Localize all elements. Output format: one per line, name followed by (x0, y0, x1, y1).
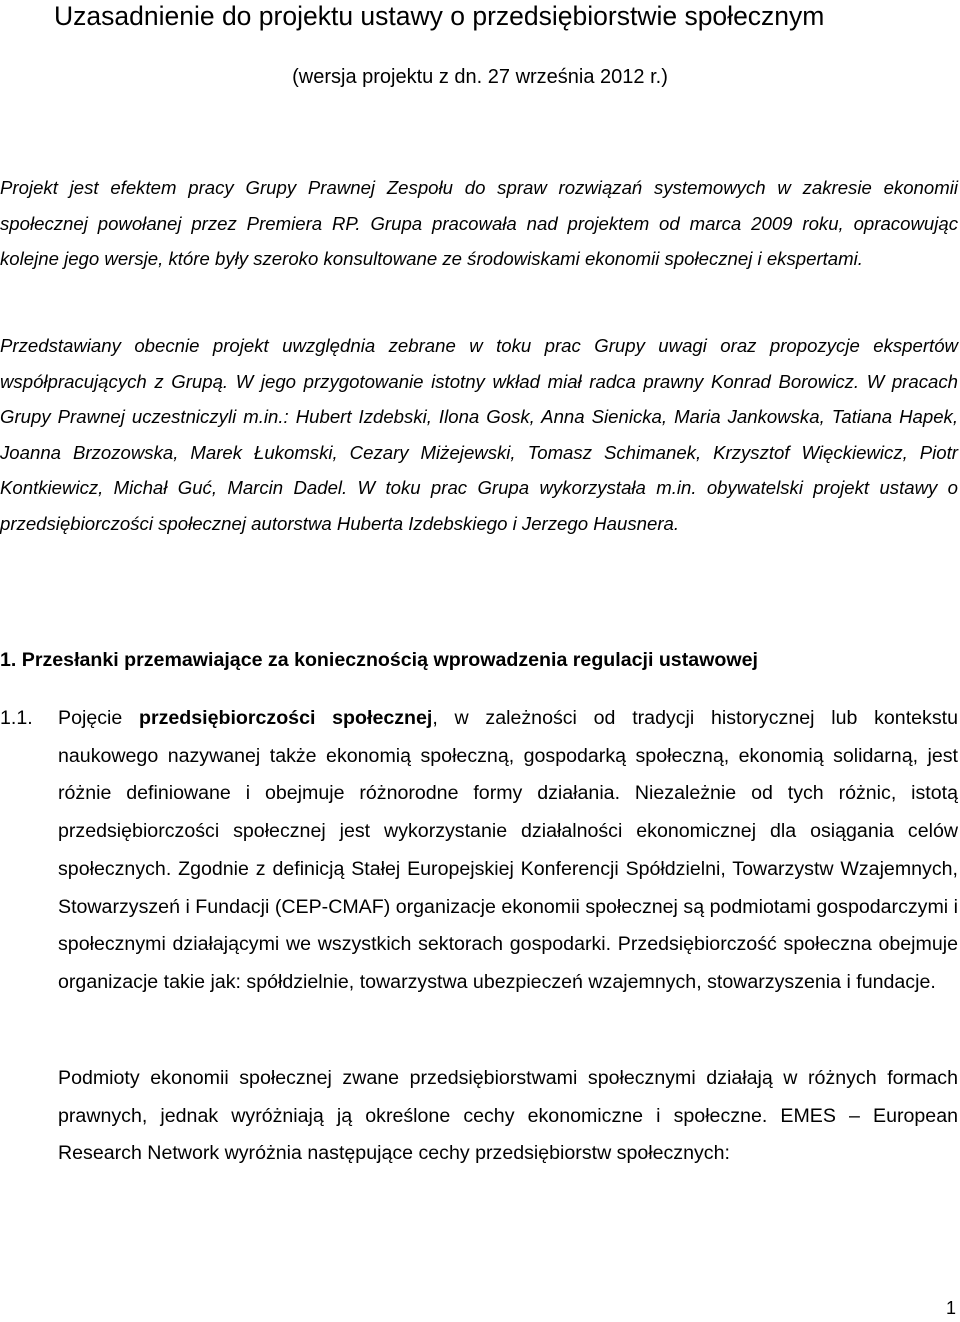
document-subtitle: (wersja projektu z dn. 27 września 2012 r.) (292, 66, 668, 88)
subsection-number: 1.1. (0, 707, 33, 729)
intro-paragraph-1: Projekt jest efektem pracy Grupy Prawnej Zespołu do spraw rozwiązań systemowych w zakresie ekonomii społecznej powołanej przez Premiera RP. Grupa pracowała nad projektem od marca 2009 roku, opracowując kolejne jego wersje, które były szeroko konsultowane ze środowiskami ekonomii społecznej i ekspertami. (0, 177, 958, 269)
intro-paragraph-2: Przedstawiany obecnie projekt uwzględnia zebrane w toku prac Grupy uwagi oraz propozycje ekspertów współpracujących z Grupą. W jego przygotowanie istotny wkład miał radca prawny Konrad Borowicz. W pracach Grupy Prawnej uczestniczyli m.in.: Hubert Izdebski, Ilona Gosk, Anna Sienicka, Maria Jankowska, Tatiana Hapek, Joanna Brzozowska, Marek Łukomski, Cezary Miżejewski, Tomasz Schimanek, Krzysztof Więckiewicz, Piotr Kontkiewicz, Michał Guć, Marcin Dadel. W toku prac Grupa wykorzystała m.in. obywatelski projekt ustawy o przedsiębiorczości społecznej autorstwa Huberta Izdebskiego i Jerzego Hausnera. (0, 335, 958, 534)
paragraph-emes: Podmioty ekonomii społecznej zwane przedsiębiorstwami społecznymi działają w różnych formach prawnych, jednak wyróżniają ją określone cechy ekonomiczne i społeczne. EMES – European Research Network wyróżnia następujące cechy przedsiębiorstw społecznych: (58, 1067, 958, 1165)
page-number: 1 (945, 1298, 956, 1318)
subsection-bold-term: przedsiębiorczości społecznej (139, 707, 433, 729)
subsection-body (58, 700, 958, 1002)
subsection-1-1 (0, 700, 958, 1002)
section-heading: 1. Przesłanki przemawiające za koniecznością wprowadzenia regulacji ustawowej (0, 649, 758, 671)
document-title: Uzasadnienie do projektu ustawy o przedsiębiorstwie społecznym (54, 1, 825, 31)
subsection-text-before: Pojęcie (58, 707, 140, 729)
subsection-text-after: , w zależności od tradycji historycznej lub kontekstu naukowego nazywanej także ekonomią społeczną, gospodarką społeczną, ekonomią solidarną, jest różnie definiowane i obejmuje różnorodne formy działania. Niezależnie od tych różnic, istotą przedsiębiorczości społecznej jest wykorzystanie działalności ekonomicznej dla osiągania celów społecznych. Zgodnie z definicją Stałej Europejskiej Konferencji Spółdzielni, Towarzystw Wzajemnych, Stowarzyszeń i Fundacji (CEP-CMAF) organizacje ekonomii społecznej są podmiotami gospodarczymi i społecznymi działającymi we wszystkich sektorach gospodarki. Przedsiębiorczość społeczna obejmuje organizacje takie jak: spółdzielnie, towarzystwa ubezpieczeń wzajemnych, stowarzyszenia i fundacje. (58, 707, 958, 993)
